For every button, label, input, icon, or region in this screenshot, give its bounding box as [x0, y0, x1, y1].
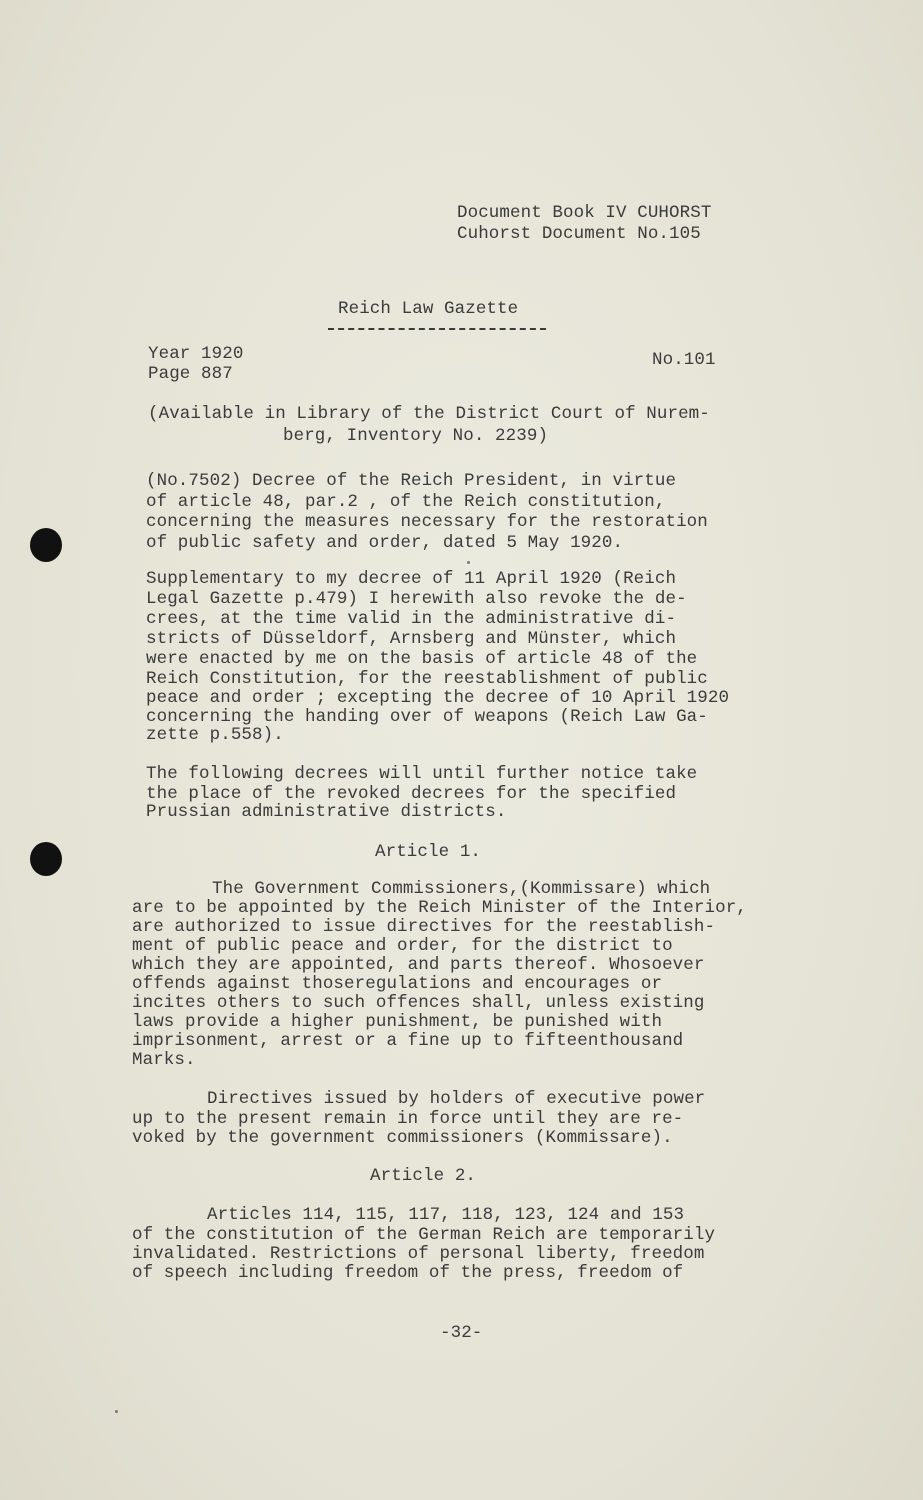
article-1-heading: Article 1. [375, 842, 482, 862]
decree-title-line: of article 48, par.2 , of the Reich constitution, [146, 492, 666, 512]
availability-note-line: berg, Inventory No. 2239) [283, 426, 549, 446]
supplementary-paragraph-line: stricts of Düsseldorf, Arnsberg and Münster, which [146, 629, 677, 649]
following-paragraph-line: Prussian administrative districts. [146, 802, 507, 822]
availability-note-line: (Available in Library of the District Court of Nurem- [148, 404, 710, 424]
article-1-paragraph-line: are authorized to issue directives for the reestablish- [132, 917, 716, 937]
supplementary-paragraph-line: Legal Gazette p.479) I herewith also revoke the de- [146, 589, 687, 609]
decree-title-line: (No.7502) Decree of the Reich President, in virtue [146, 471, 677, 491]
following-paragraph-line: the place of the revoked decrees for the specified [146, 784, 677, 804]
article-1-paragraph-line: offends against thoseregulations and encourages or [132, 974, 663, 994]
supplementary-paragraph-line: Supplementary to my decree of 11 April 1920 (Reich [146, 569, 677, 589]
title-underline [328, 328, 546, 330]
document-book-reference: Document Book IV CUHORST [457, 203, 712, 223]
article-1-paragraph-line: incites others to such offences shall, unless existing [132, 993, 705, 1013]
article-1-directives-line: voked by the government commissioners (Kommissare). [132, 1128, 673, 1148]
paper-speck [115, 1410, 118, 1413]
decree-title-line: concerning the measures necessary for the restoration [146, 512, 708, 532]
article-2-paragraph-line: of speech including freedom of the press, freedom of [132, 1263, 684, 1283]
article-1-paragraph-line: laws provide a higher punishment, be punished with [132, 1012, 663, 1032]
supplementary-paragraph-line: concerning the handing over of weapons (Reich Law Ga- [146, 707, 708, 727]
article-2-paragraph-line: invalidated. Restrictions of personal liberty, freedom [132, 1244, 705, 1264]
article-2-paragraph-line: Articles 114, 115, 117, 118, 123, 124 and 153 [207, 1205, 685, 1225]
decree-title-line: of public safety and order, dated 5 May 1920. [146, 533, 624, 553]
article-1-paragraph-line: Marks. [132, 1050, 196, 1070]
article-1-directives-line: Directives issued by holders of executive power [207, 1089, 706, 1109]
article-1-paragraph-line: are to be appointed by the Reich Minister of the Interior, [132, 898, 747, 918]
article-1-paragraph-line: imprisonment, arrest or a fine up to fifteenthousand [132, 1031, 684, 1051]
article-1-paragraph-line: which they are appointed, and parts thereof. Whosoever [132, 955, 705, 975]
gazette-page: Page 887 [148, 364, 233, 384]
supplementary-paragraph-line: zette p.558). [146, 725, 284, 745]
article-2-paragraph-line: of the constitution of the German Reich are temporarily [132, 1225, 716, 1245]
supplementary-paragraph-line: crees, at the time valid in the administrative di- [146, 609, 677, 629]
supplementary-paragraph-line: peace and order ; excepting the decree of 10 April 1920 [146, 688, 730, 708]
supplementary-paragraph-line: were enacted by me on the basis of article 48 of the [146, 649, 698, 669]
page-number: -32- [440, 1323, 483, 1343]
gazette-number: No.101 [652, 350, 716, 370]
punch-hole-bottom [30, 842, 62, 876]
article-1-paragraph-line: ment of public peace and order, for the district to [132, 936, 673, 956]
article-1-directives-line: up to the present remain in force until they are re- [132, 1109, 684, 1129]
article-1-paragraph-line: The Government Commissioners,(Kommissare) which [212, 879, 711, 899]
supplementary-paragraph-line: Reich Constitution, for the reestablishment of public [146, 669, 708, 689]
article-2-heading: Article 2. [370, 1166, 477, 1186]
cuhorst-document-reference: Cuhorst Document No.105 [457, 224, 701, 244]
paper-speck [467, 561, 470, 564]
gazette-year: Year 1920 [148, 344, 244, 364]
following-paragraph-line: The following decrees will until further notice take [146, 764, 698, 784]
page-title: Reich Law Gazette [338, 299, 519, 319]
punch-hole-top [30, 528, 62, 562]
